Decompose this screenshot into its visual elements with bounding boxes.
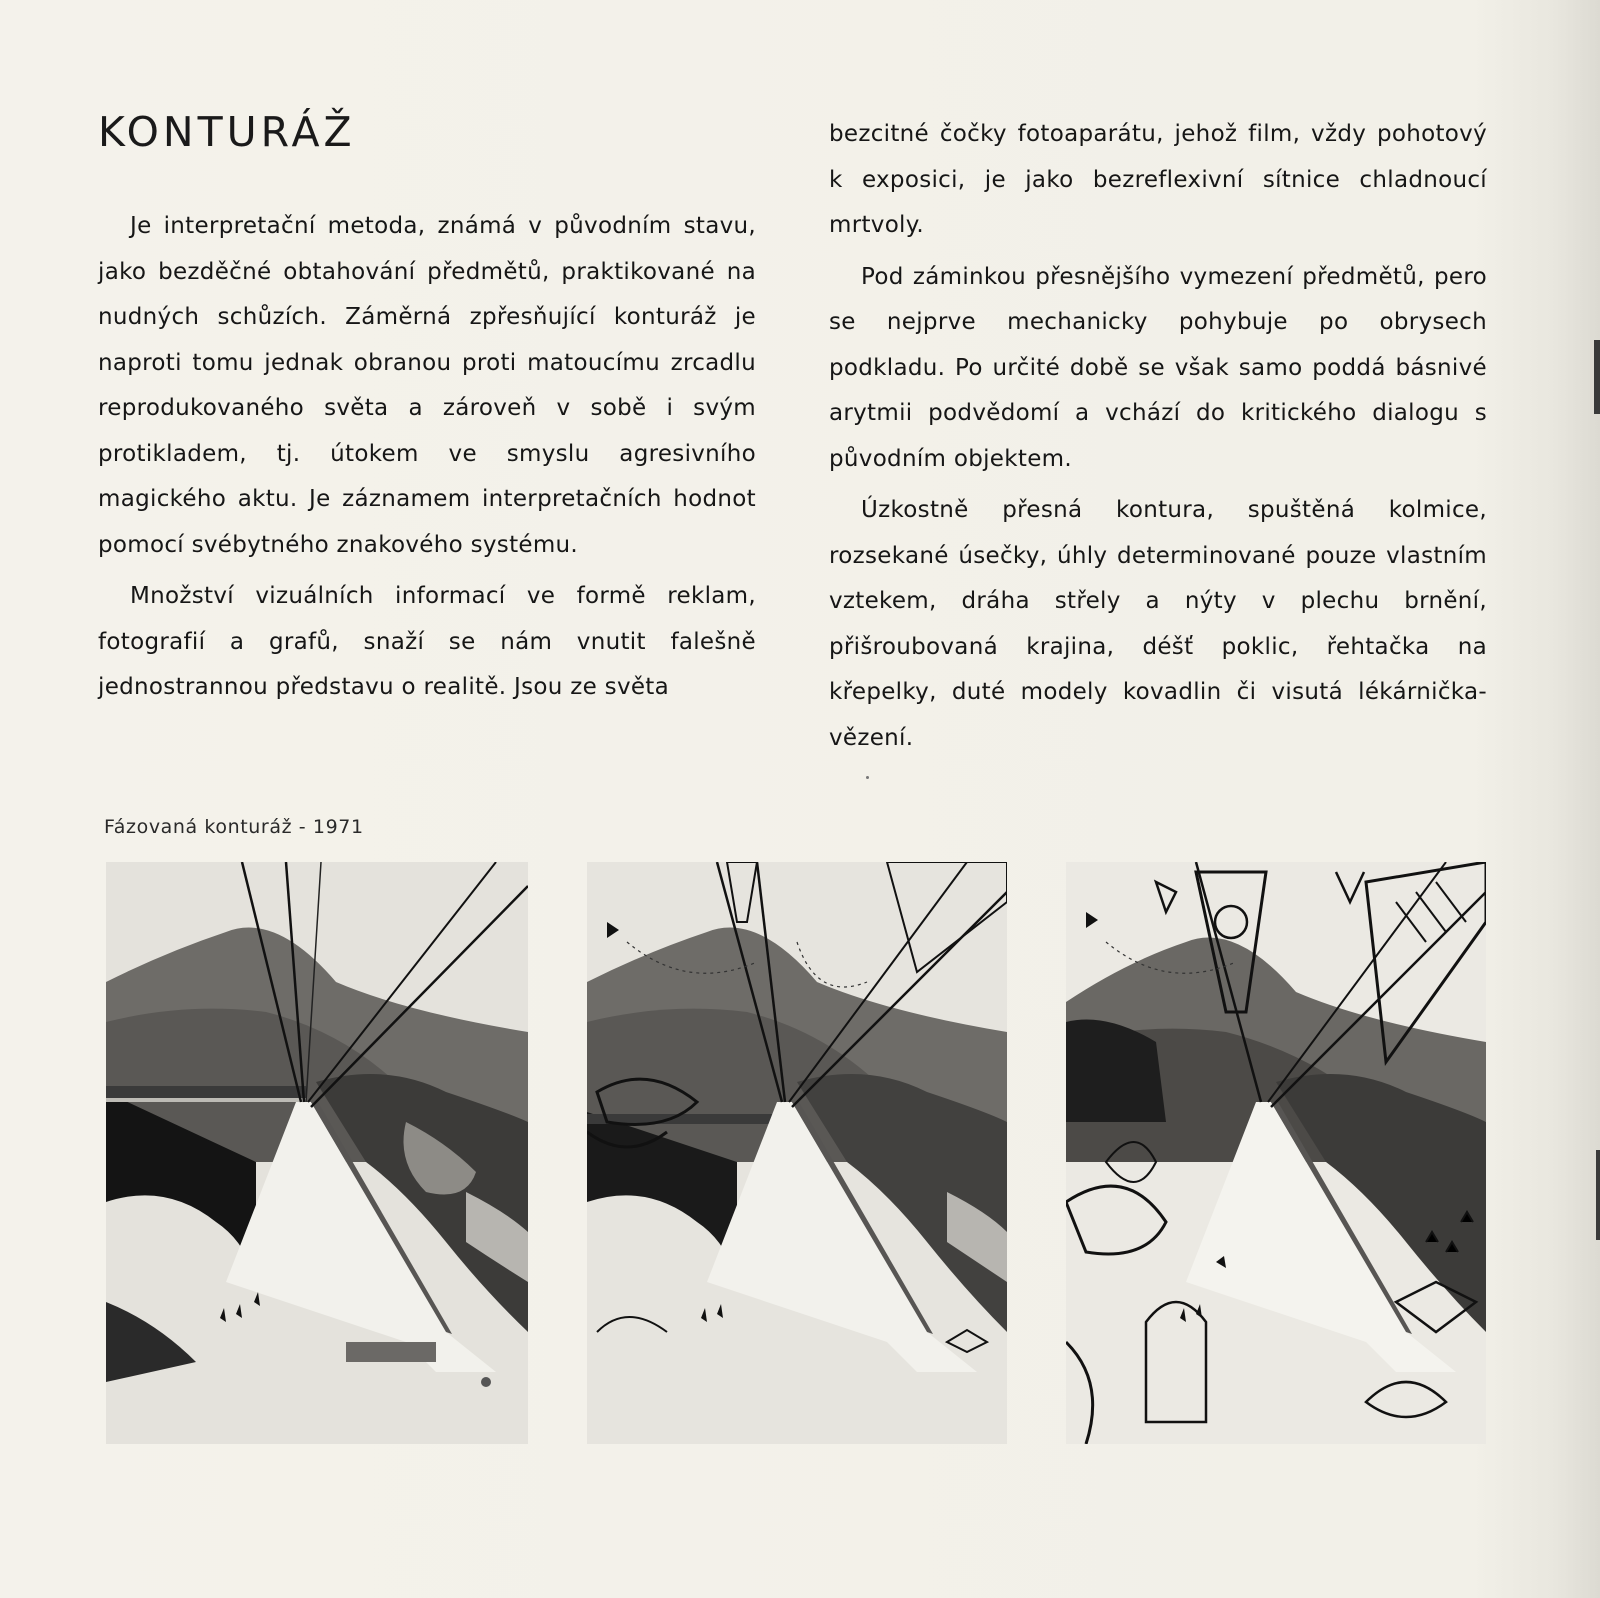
paragraph: Pod záminkou přesnějšího vymezení předmětů, pero se nejprve mechanicky pohybuje po obrysech podkladu. Po určité době se však samo poddá básnivé arytmii podvědomí a vchází do kritického dialogu s původním objektem.	[829, 263, 1487, 472]
paragraph: Je interpretační metoda, známá v původním stavu, jako bezděčné obtahování předmětů, praktikované na nudných schůzích. Záměrná zpřesňující konturáž je naproti tomu jednak obranou proti matoucímu zrcadlu reprodukovaného světa a zároveň v sobě i svým protikladem, tj. útokem ve smyslu agresivního magického aktu. Je záznamem interpretačních hodnot pomocí svébytného znakového systému.	[98, 213, 756, 558]
paragraph: Množství vizuálních informací ve formě reklam, fotografií a grafů, snaží se nám vnutit falešně jednostrannou představu o realitě. Jsou ze světa	[98, 583, 756, 700]
right-text-column	[829, 112, 1487, 761]
page-title: KONTURÁŽ	[98, 108, 356, 156]
figure-caption: Fázovaná konturáž - 1971	[104, 816, 364, 838]
photo-phase-2	[587, 862, 1007, 1444]
photo-phase-1	[106, 862, 528, 1444]
left-text-column	[98, 204, 756, 711]
binding-edge-mark	[1596, 1150, 1600, 1240]
binding-edge-mark	[1594, 340, 1600, 414]
paragraph: bezcitné čočky fotoaparátu, jehož film, vždy pohotový k exposici, je jako bezreflexivní sítnice chladnoucí mrtvoly.	[829, 121, 1487, 238]
speck	[866, 776, 869, 779]
paragraph: Úzkostně přesná kontura, spuštěná kolmice, rozsekané úsečky, úhly determinované pouze vlastním vztekem, dráha střely a nýty v plechu brnění, přišroubovaná krajina, déšť poklic, řehtačka na křepelky, duté modely kovadlin či visutá lékárnička-vězení.	[829, 497, 1487, 751]
photo-phase-3	[1066, 862, 1486, 1444]
